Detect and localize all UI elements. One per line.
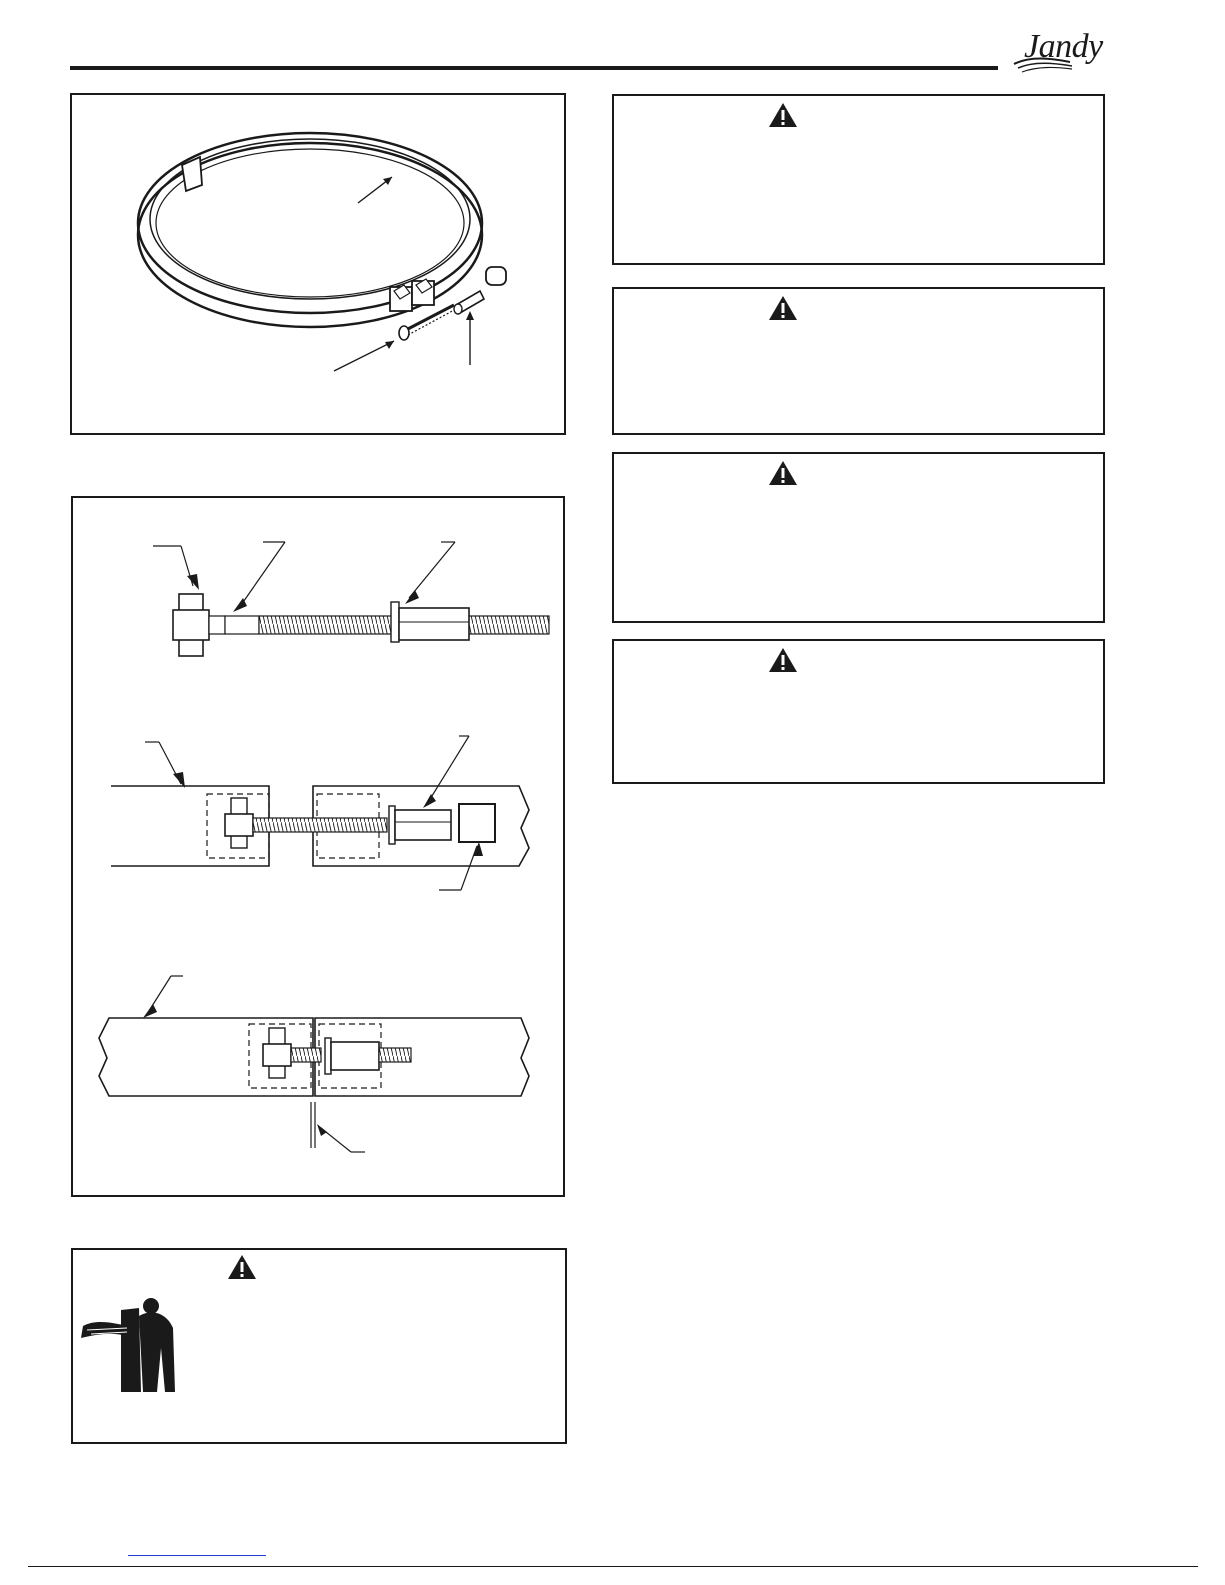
bolt-assembly-figure [71, 496, 565, 1197]
clamp-assembly-figure [70, 93, 566, 435]
brand-logo [1010, 28, 1120, 74]
person-warning-box [71, 1248, 567, 1444]
footer-link-underline[interactable] [128, 1555, 266, 1556]
warning-box-4 [612, 639, 1105, 784]
warning-box-1 [612, 94, 1105, 265]
warning-triangle-icon [227, 1254, 257, 1280]
bolt-assembly-illustration [73, 498, 563, 1195]
footer-rule [28, 1566, 1198, 1567]
brand-logo-text: Jandy [1024, 28, 1103, 65]
warning-triangle-icon [768, 647, 798, 673]
warning-triangle-icon [768, 460, 798, 486]
clamp-ring-illustration [72, 95, 564, 433]
step-two-parts [111, 786, 529, 866]
header-rule [70, 66, 998, 70]
warning-box-2 [612, 287, 1105, 435]
brand-swirl-icon [1010, 54, 1120, 74]
warning-box-3 [612, 452, 1105, 623]
person-hazard-icon [77, 1296, 187, 1396]
step-three-parts [99, 1018, 529, 1096]
warning-triangle-icon [768, 102, 798, 128]
step-one-parts [173, 594, 549, 656]
warning-triangle-icon [768, 295, 798, 321]
